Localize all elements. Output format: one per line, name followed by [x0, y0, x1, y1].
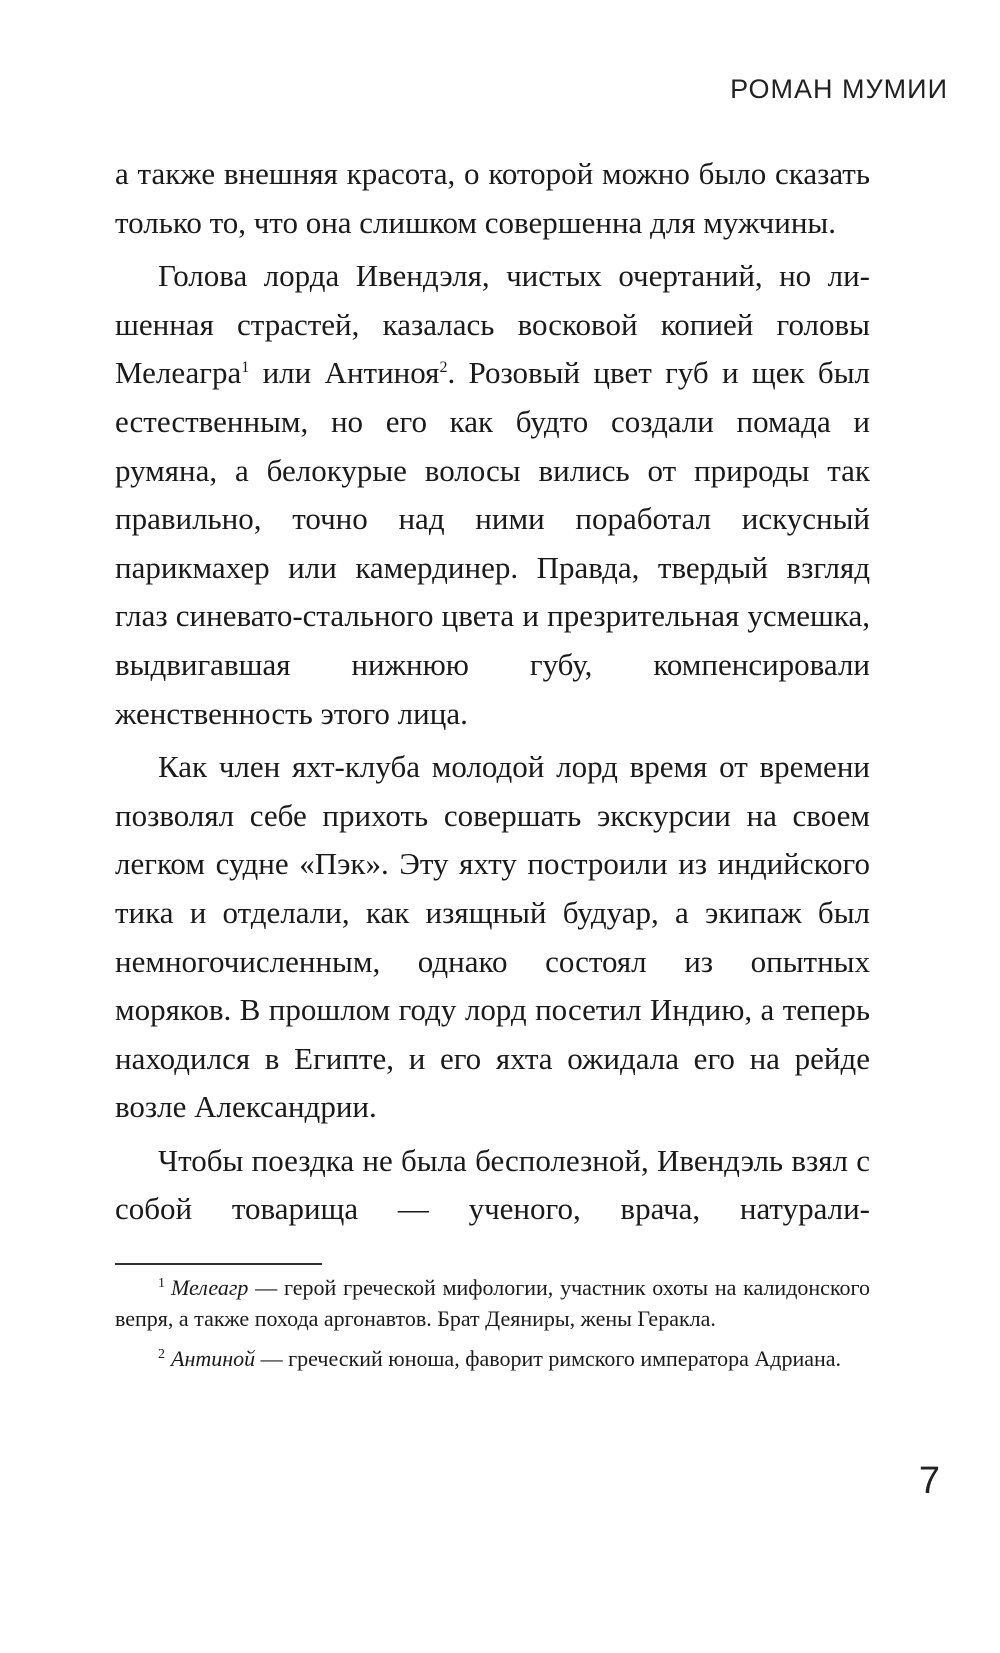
footnote-2-text: — греческий юноша, фаворит римского императора Адриана. [255, 1346, 842, 1371]
paragraph-2-part-c: . Розовый цвет губ и щек был естественным, но его как будто создали помада и румяна, а белокурые волосы вились от природы так правильно, точно над ними поработал искусный парикмахер или камердинер. Правда, твердый взгляд глаз синевато-стального цвета и презрительная усмешка, выдвигавшая нижнюю губу, компенсировали женственность этого лица. [115, 355, 870, 731]
paragraph-1: а также внешняя красота, о которой можно было сказать только то, что она слишком совершенна для мужчины. [115, 156, 870, 240]
footnote-1 [115, 1272, 870, 1334]
paragraph-2 [115, 252, 870, 738]
footnote-divider [115, 1263, 322, 1265]
footnote-ref-1[interactable]: 1 [241, 359, 250, 377]
footnotes [115, 1272, 870, 1374]
page-number: 7 [918, 1460, 940, 1502]
footnote-2-term: Антиной [171, 1346, 256, 1371]
running-title: РОМАН МУМИИ [730, 74, 948, 104]
footnote-2-marker: 2 [158, 1347, 165, 1362]
footnote-1-marker: 1 [158, 1276, 165, 1291]
footnote-1-text: — герой греческой мифологии, участник охоты на калидонского вепря, а также похода аргонавтов. Брат Деяниры, жены Геракла. [115, 1275, 870, 1331]
paragraph-2-part-a: Голова лорда Ивендэля, чистых очертаний, но лишенная страстей, казалась восковой копией головы Мелеагра [115, 258, 870, 391]
main-text [115, 150, 870, 1234]
footnote-ref-2[interactable]: 2 [439, 359, 448, 377]
footnote-1-term: Мелеагр [171, 1275, 249, 1300]
footnote-2 [115, 1343, 870, 1374]
paragraph-2-part-b: или Антиноя [249, 355, 440, 391]
paragraph-3: Как член яхт-клуба молодой лорд время от времени позволял себе прихоть совершать экскурсии на своем легком судне «Пэк». Эту яхту построили из индийского тика и отделали, как изящный будуар, а экипаж был немногочисленным, однако состоял из опытных моряков. В прошлом году лорд посетил Индию, а теперь находился в Египте, и его яхта ожидала его на рейде возле Александрии. [115, 749, 870, 1125]
paragraph-4: Чтобы поездка не была бесполезной, Ивендэль взял с собой товарища — ученого, врача, натурали- [115, 1142, 870, 1227]
